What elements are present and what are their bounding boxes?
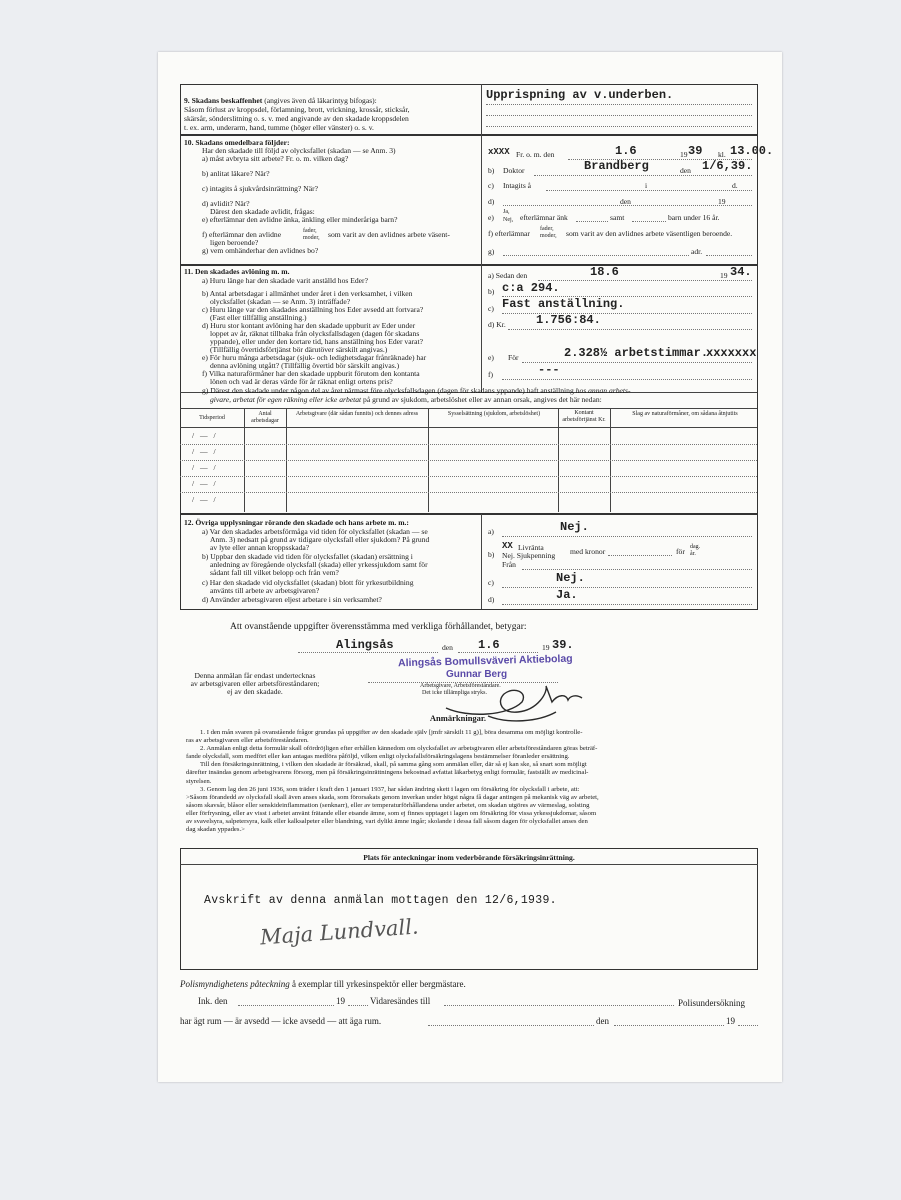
s10-b-den: den — [680, 166, 691, 175]
signature — [488, 698, 521, 704]
th-arbetsgivare: Arbetsgivare (där sådan funnits) och dennes adress — [295, 411, 419, 417]
table-row-2-period: / — / — [192, 447, 216, 456]
s12-c-q2: använts till arbete av arbetsgivaren? — [210, 586, 320, 595]
attestation-place: Alingsås — [336, 638, 394, 652]
remark-line-3: 2. Anmälan enligt detta formulär skall ofördröjligen efter erhållen kännedom om olycksfallet av arbetsgivaren eller arbetsföreståndaren göras beträf- — [200, 745, 598, 753]
s12-c-answer: Nej. — [556, 571, 585, 585]
section-9-title: 9. Skadans beskaffenhet (angives även då läkarintyg bifogas): — [184, 96, 377, 105]
s10-a-time: 13.00. — [730, 144, 774, 158]
s10-e-label: e) — [488, 213, 494, 222]
s10-d-label: d) — [488, 197, 495, 206]
s10-a-kl: kl. — [718, 150, 726, 159]
section-10-f: f) efterlämnar den avlidne — [202, 230, 282, 239]
s12-b-med: med kronor — [570, 547, 606, 556]
section-9-line-2: skärsår, sönderslitning o. s. v. med angivande av den skadade kroppsdelen — [184, 114, 409, 123]
section-10-f-rest2: ligen beroende? — [210, 238, 259, 247]
s10-c-d: d. — [732, 181, 738, 190]
s12-b-mark: XX — [502, 541, 513, 551]
section-10-g: g) vem omhänderhar den avlidnes bo? — [202, 246, 319, 255]
s11-c-q2: (Fast eller tillfällig anställning.) — [210, 313, 307, 322]
s11-d-label: d) Kr. — [488, 320, 506, 329]
company-stamp: Alingsås Bomullsväveri Aktiebolag — [397, 652, 573, 670]
s11-e-label: e) — [488, 353, 494, 362]
s10-a-from: Fr. o. m. den — [516, 150, 555, 159]
attestation-year-prefix: 19 — [542, 643, 550, 652]
s12-a-label: a) — [488, 527, 494, 536]
remark-line-9: >Såsom förandedd av olycksfall skall även anses skada, som förorsakats genom inverkan under högst några få dagar antingen på mekanisk väg av arbetet, — [186, 793, 599, 801]
s12-a-q2: Anm. 3) nedsatt på grund av tidigare olycksfall eller sjukdom? På grund — [210, 535, 430, 544]
s11-e-q2: denna avlöning utgått? (Tillfällig övertid bör särskilt angivas.) — [210, 361, 400, 370]
s11-e-q: e) För huru många arbetsdagar (sjuk- och ledighetsdagar frånräknade) har — [202, 353, 427, 362]
s10-e-samt: samt — [610, 213, 625, 222]
s10-d-den: den — [620, 197, 631, 206]
s10-b-answer: Brandberg — [584, 159, 649, 173]
th-sysselsattning: Sysselsättning (sjukdom, arbetslöshet) — [447, 411, 541, 417]
s10-a-year2: 39 — [688, 144, 703, 158]
s11-c-q: c) Huru länge var den skadades anställning hos Eder avsedd att fortvara? — [202, 305, 424, 314]
form-page — [158, 52, 782, 1082]
s10-e-barn: barn under 16 år. — [668, 213, 720, 222]
police-title: Polismyndighetens påteckning å exemplar till yrkesinspektör eller bergmästare. — [180, 979, 466, 989]
s11-e-struck: xxxxxxx — [706, 346, 757, 360]
remark-line-2: ras av arbetsgivaren eller arbetsföreståndaren. — [186, 737, 309, 745]
table-row-3-period: / — / — [192, 463, 216, 472]
section-12-title: 12. Övriga upplysningar rörande den skadade och hans arbete m. m.: — [184, 518, 409, 527]
s10-e-text: efterlämnar änk — [520, 213, 568, 222]
th-natura: Slag av naturaförmåner, om sådana åtnjutits — [632, 411, 738, 417]
s12-c-q: c) Har den skadade vid olycksfallet (skadan) blott för yrkesutbildning — [202, 578, 414, 587]
s10-d-year: 19 — [718, 197, 726, 206]
s10-b-date: 1/6,39. — [702, 159, 753, 173]
section-9-line-1: Såsom förlust av kroppsdel, förlamning, brott, vrickning, krossår, sticksår, — [184, 105, 410, 114]
s11-f-q2: lönen och vad är deras värde för år räknat enligt ortens pris? — [210, 377, 393, 386]
s12-b-q3: sådant fall till vilket belopp och från vem? — [210, 568, 339, 577]
attestation-den: den — [442, 643, 453, 652]
section-10-b: b) anlitat läkare? När? — [202, 169, 270, 178]
police-line2: har ägt rum — är avsedd — icke avsedd — att äga rum. — [180, 1016, 382, 1026]
s11-a-q: a) Huru länge har den skadade varit anställd hos Eder? — [202, 276, 368, 285]
remark-line-12: av svavelsyra, salpetersyra, kalk eller kalksalpeter eller blandning, vari dylikt ämne ingår; skolande i dessa fall såsom dagen för olycksfallet anses den — [186, 818, 588, 826]
s10-b-label: b) — [488, 166, 495, 175]
s10-c-intagits: Intagits å — [503, 181, 532, 190]
s11-a-label: a) Sedan den — [488, 271, 528, 280]
s10-g-adr: adr. — [691, 247, 703, 256]
section-10-a: a) måst avbryta sitt arbete? Fr. o. m. vilken dag? — [202, 154, 349, 163]
s11-g-text: g) Därest den skadade under någon del av året närmast före olycksfallsdagen (dagen för skadans yppande) haft anställning hos annan arbets- — [202, 386, 631, 395]
s11-c-answer: Fast anställning. — [502, 297, 625, 311]
stamp-name: Gunnar Berg — [446, 669, 508, 680]
remark-line-6: därefter insändas genom arbetsgivarens försorg, men på försäkringsinrättningens bekostnad avfattat läkarbetyg enligt formulär, fastställt av medicinal- — [186, 769, 589, 777]
s11-d-q3: yppande), eller under den kortare tid, hans anställning hos Eder varat? — [210, 337, 423, 346]
s12-b-dag: dag. — [690, 544, 701, 550]
signature-caption-2: Det icke tillämpliga stryks. — [422, 690, 487, 696]
s12-a-q: a) Var den skadades arbetsförmåga vid tiden för olycksfallet (skadan — se — [202, 527, 428, 536]
s12-d-answer: Ja. — [556, 588, 578, 602]
remarks-title: Anmärkningar. — [429, 713, 487, 723]
s10-b-doctor: Doktor — [503, 166, 525, 175]
s12-d-label: d) — [488, 595, 495, 604]
s11-d-q: d) Huru stor kontant avlöning har den skadade uppburit av Eder under — [202, 321, 416, 330]
remark-line-8: 3. Genom lag den 26 juni 1936, som träder i kraft den 1 januari 1937, har sådan ändring skett i lagen om försäkring för olycksfall i arbete, att: — [200, 785, 580, 793]
s12-d-q: d) Använder arbetsgivaren eljest arbetare i sin verksamhet? — [202, 595, 382, 604]
s11-e-answer: 2.328½ arbetstimmar. — [564, 346, 709, 360]
remark-line-10: såsom skavsår, blåsor eller senskideinflammation (senknarr), eller av temperaturförhållandena under arbetet, om skadan utgöres av värmeslag, solsting — [186, 801, 590, 809]
section-10-title: 10. Skadans omedelbara följder: — [184, 138, 290, 147]
s10-a-year: 19 — [680, 150, 688, 159]
remark-line-13: dag skadan yppades.> — [186, 826, 245, 834]
s11-d-q4: (Tillfällig övertidsförtjänst bör därutöver särskilt angivas.) — [210, 345, 388, 354]
s11-b-answer: c:a 294. — [502, 281, 560, 295]
th-antal: Antal arbetsdagar — [251, 411, 279, 424]
police-vidaresandes: Vidaresändes till — [370, 996, 431, 1006]
s10-f-fm: fader, moder, — [540, 226, 557, 239]
remark-line-11: eller förfrysning, eller av visst i arbetet använt frätande eller etsande ämne, som ej finnes upptaget i lagen om försäkring för vissa yrkessjukdomar, såsom — [186, 809, 597, 817]
s10-a-date: 1.6 — [615, 144, 637, 158]
s12-a-q3: av lyte eller annan kroppsskada? — [210, 543, 310, 552]
section-9-line-3: t. ex. arm, underarm, hand, tumme (höger eller vänster) o. s. v. — [184, 123, 374, 132]
police-ink: Ink. den — [198, 996, 228, 1006]
s10-e-nej: Nej, — [503, 217, 514, 223]
attestation-note-1: Denna anmälan får endast undertecknas — [194, 671, 316, 680]
s11-a-year: 19 — [720, 271, 728, 280]
s12-b-q2: anledning av föregående olycksfall (skada) eller yrkessjukdom samt för — [210, 560, 428, 569]
th-tidsperiod: Tidsperiod — [199, 415, 225, 421]
s11-f-label: f) — [488, 370, 494, 379]
s11-d-answer: 1.756:84. — [536, 313, 601, 327]
attestation-note-3: ej av den skadade. — [227, 687, 283, 696]
attestation-note-2: av arbetsgivaren eller arbetsföreståndaren; — [190, 679, 320, 688]
remarks-body — [186, 729, 758, 834]
s10-c-label: c) — [488, 181, 494, 190]
th-kontant: Kontant arbetsförtjänst Kr. — [562, 410, 606, 423]
section-10-f-fader: fader, moder, — [303, 228, 320, 241]
attestation-date: 1.6 — [478, 638, 500, 652]
s11-b-q: b) Antal arbetsdagar i allmänhet under året i den verksamhet, i vilken — [202, 289, 413, 298]
s12-b-sjuk: Nej. Sjukpenning — [502, 551, 556, 560]
s11-c-label: c) — [488, 304, 494, 313]
s11-e-for: För — [508, 353, 519, 362]
table-row-4-period: / — / — [192, 479, 216, 488]
s10-g-label: g) — [488, 247, 495, 256]
s12-b-livranta: Livränta — [518, 543, 544, 552]
section-11-title: 11. Den skadades avlöning m. m. — [184, 267, 290, 276]
s12-b-for: för — [676, 547, 685, 556]
s12-b-ar: år. — [690, 551, 696, 557]
s12-b-q: b) Uppbar den skadade vid tiden för olycksfallet (skadan) ersättning i — [202, 552, 413, 561]
section-10-d: d) avlidit? När? — [202, 199, 250, 208]
s11-b-q2: olycksfallet (skadan — se Anm. 3) inträffade? — [210, 297, 351, 306]
struck-mark: xXXX — [488, 147, 510, 157]
section-10-f-rest: som varit av den avlidnes arbete väsent- — [328, 230, 450, 239]
police-nineteen2: 19 — [726, 1016, 735, 1026]
s12-a-answer: Nej. — [560, 520, 589, 534]
s10-c-i: i — [645, 181, 648, 190]
remark-line-5: Till den försäkringsinrättning, i vilken den skadade är försäkrad, skall, på samma gång som anmälan eller, där så ej kan ske, så snart som möjligt — [200, 761, 587, 769]
table-row-1-period: / — / — [192, 431, 216, 440]
insurance-box-typed: Avskrift av denna anmälan mottagen den 12/6,1939. — [204, 894, 557, 907]
s11-f-q: f) Vilka naturaförmåner har den skadade uppburit förutom den kontanta — [202, 369, 420, 378]
attestation-year: 39. — [552, 638, 574, 652]
signature-caption-1: Arbetsgivare, Arbetsföreståndare. — [420, 683, 501, 689]
section-10-intro: Har den skadade till följd av olycksfallet (skadan — se Anm. 3) — [202, 146, 396, 155]
police-nineteen: 19 — [336, 996, 345, 1006]
s10-f-label: f) efterlämnar — [488, 229, 530, 238]
s12-b-label: b) — [488, 550, 495, 559]
insurance-box-signature: Maja Lundvall. — [259, 914, 420, 950]
s11-f-answer: --- — [538, 363, 560, 377]
section-10-c: c) intagits å sjukvårdsinrättning? När? — [202, 184, 318, 193]
police-polisundersokning: Polisundersökning — [678, 998, 746, 1008]
s12-c-label: c) — [488, 578, 494, 587]
remark-line-1: 1. I den mån svaren på ovanstående frågor grundas på uppgifter av den skadade själv [jmfr särskilt 11 g)], böra desamma om möjligt kontrolle- — [200, 729, 583, 736]
s11-g-text-2: givare, arbetat för egen räkning eller icke arbetat på grund av sjukdom, arbetslöshet eller av annan orsak, angives det här nedan: — [210, 395, 602, 404]
insurance-notes-box — [180, 848, 758, 970]
s11-d-q2: loppet av år, räknat tillbaka från olycksfallsdagen (dagen för skadans — [210, 329, 420, 338]
section-9-answer: Upprispning av v.underben. — [486, 88, 674, 102]
remark-line-7: styrelsen. — [186, 777, 212, 785]
section-10-d-note: Därest den skadade avlidit, frågas: — [210, 207, 315, 216]
attestation-text: Att ovanstående uppgifter överensstämma med verkliga förhållandet, betygar: — [230, 622, 527, 632]
table-row-5-period: / — / — [192, 495, 216, 504]
police-den: den — [596, 1016, 609, 1026]
s10-f-text: som varit av den avlidnes arbete väsentligen beroende. — [566, 229, 733, 238]
s10-e-ja: Ja, — [503, 209, 510, 215]
s12-b-fran: Från — [502, 560, 516, 569]
section-10-e: e) efterlämnar den avlidne änka, änkling eller minderåriga barn? — [202, 215, 398, 224]
s11-b-label: b) — [488, 287, 495, 296]
s11-a-year2: 34. — [730, 265, 752, 279]
insurance-box-title: Plats för anteckningar inom vederbörande försäkringsinrättning. — [363, 853, 575, 862]
s11-a-date: 18.6 — [590, 265, 619, 279]
remark-line-4: fande olycksfall, som medfört eller kan antagas medföra påföljd, vilken enligt olycksfallsförsäkringslagens bestämmelser föranleder ersättning. — [186, 753, 570, 761]
